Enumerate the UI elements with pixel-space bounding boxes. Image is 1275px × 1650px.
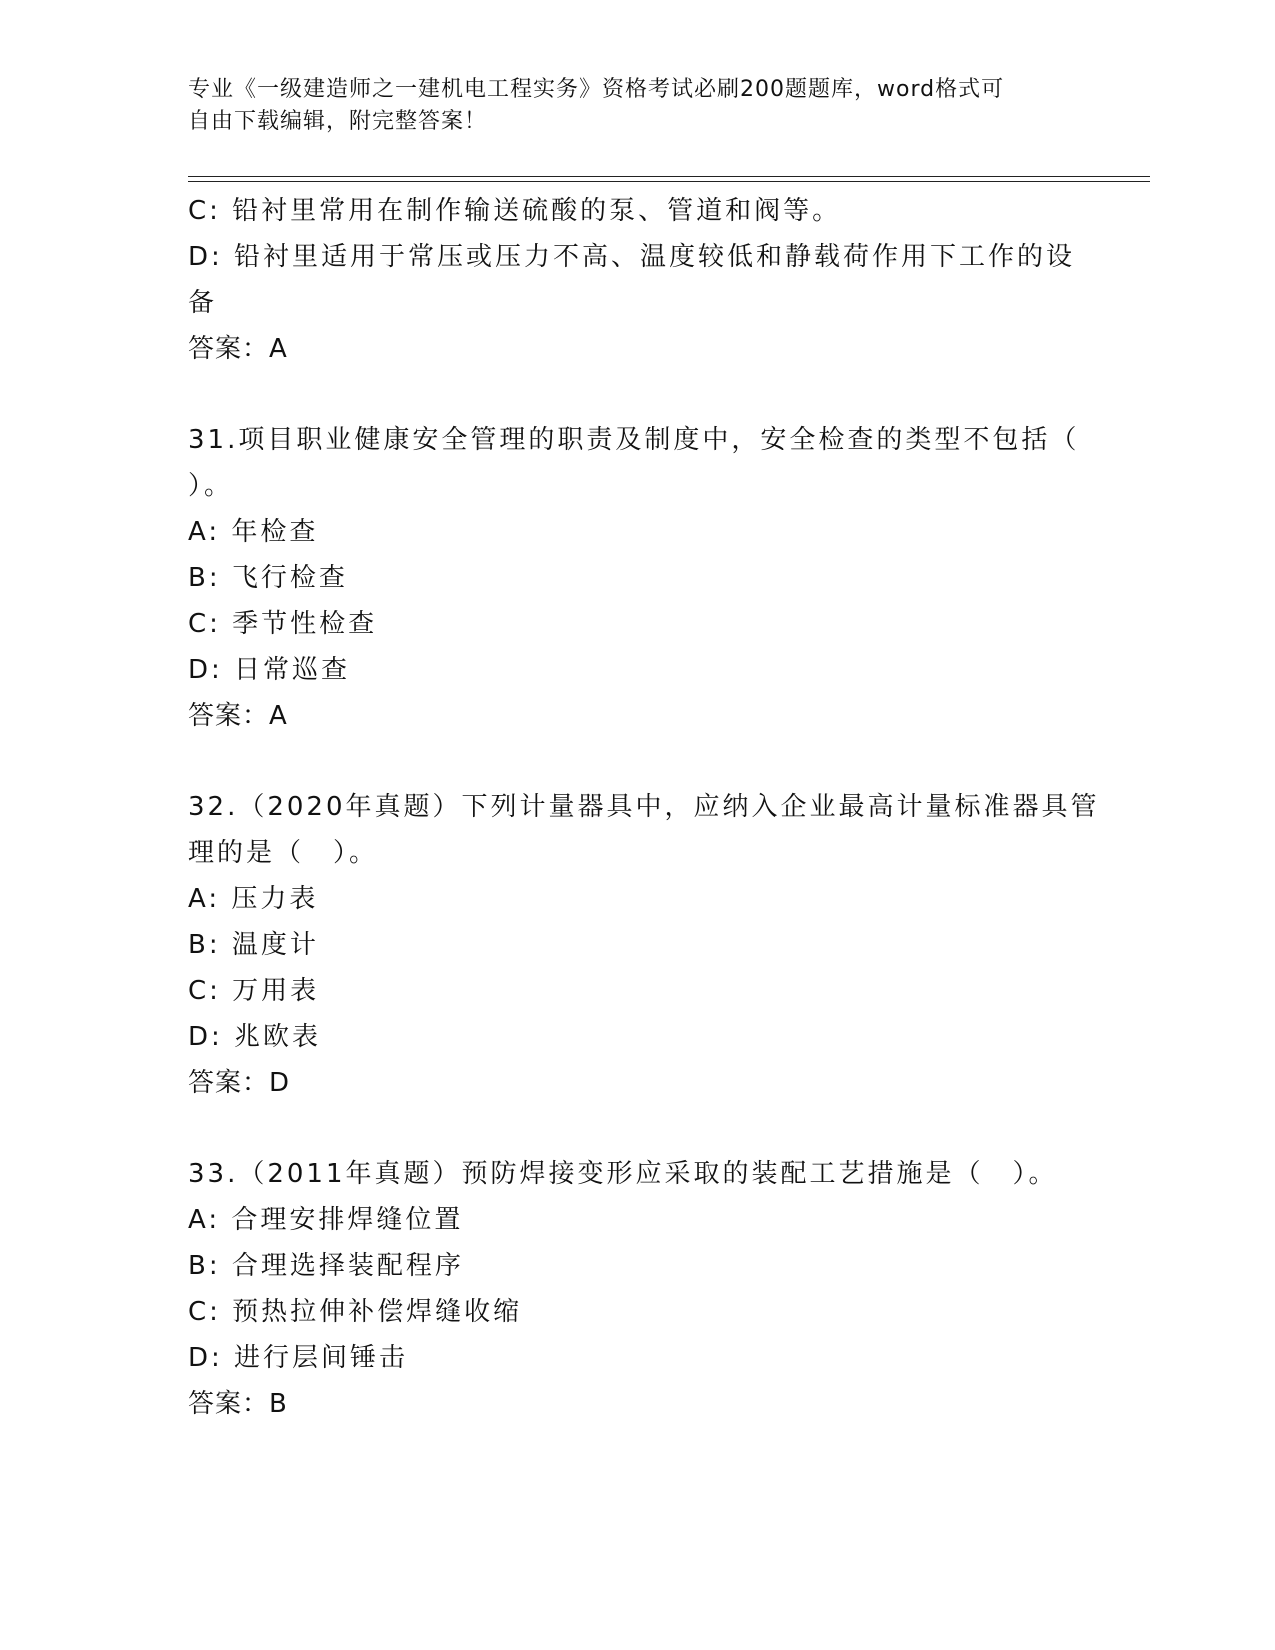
question-32-block	[188, 784, 1100, 1106]
answer-label: 答案：D	[188, 1068, 291, 1098]
option-c: C: 铅衬里常用在制作输送硫酸的泵、管道和阀等。	[188, 196, 842, 226]
answer-label: 答案：B	[188, 1389, 288, 1419]
document-header	[188, 74, 1088, 138]
option-a: A: 压力表	[188, 884, 319, 914]
question-stem-continuation: 理的是（ ）。	[188, 838, 379, 868]
question-31-block	[188, 417, 1088, 739]
option-a: A: 合理安排焊缝位置	[188, 1205, 464, 1235]
header-divider-top	[188, 176, 1150, 177]
header-title-line-1: 专业《一级建造师之一建机电工程实务》资格考试必刷200题题库，word格式可	[188, 77, 1005, 102]
option-b: B: 合理选择装配程序	[188, 1251, 464, 1281]
question-stem-continuation: ）。	[188, 471, 234, 501]
option-c: C: 万用表	[188, 976, 320, 1006]
header-title-line-2: 自由下载编辑，附完整答案！	[188, 109, 488, 134]
question-33-block	[188, 1151, 1088, 1427]
question-spacer	[188, 739, 1088, 784]
question-stem: 33.（2011年真题）预防焊接变形应采取的装配工艺措施是（ ）。	[188, 1159, 1058, 1189]
option-b: B: 飞行检查	[188, 563, 348, 593]
answer-label: 答案：A	[188, 334, 288, 364]
option-c: C: 预热拉伸补偿焊缝收缩	[188, 1297, 523, 1327]
option-d: D: 进行层间锤击	[188, 1343, 409, 1373]
answer-label: 答案：A	[188, 701, 288, 731]
option-b: B: 温度计	[188, 930, 319, 960]
question-stem: 32.（2020年真题）下列计量器具中，应纳入企业最高计量标准器具管	[188, 792, 1100, 822]
option-d: D: 日常巡查	[188, 655, 351, 685]
option-d-continuation: 备	[188, 288, 218, 318]
header-divider-bottom	[188, 181, 1150, 182]
option-d: D: 铅衬里适用于常压或压力不高、温度较低和静载荷作用下工作的设	[188, 242, 1076, 272]
previous-question-block	[188, 188, 1088, 372]
question-spacer	[188, 1106, 1088, 1151]
option-a: A: 年检查	[188, 517, 319, 547]
option-c: C: 季节性检查	[188, 609, 378, 639]
question-stem: 31.项目职业健康安全管理的职责及制度中，安全检查的类型不包括（	[188, 425, 1080, 455]
question-content	[188, 188, 1100, 1427]
option-d: D: 兆欧表	[188, 1022, 322, 1052]
question-spacer	[188, 372, 1088, 417]
